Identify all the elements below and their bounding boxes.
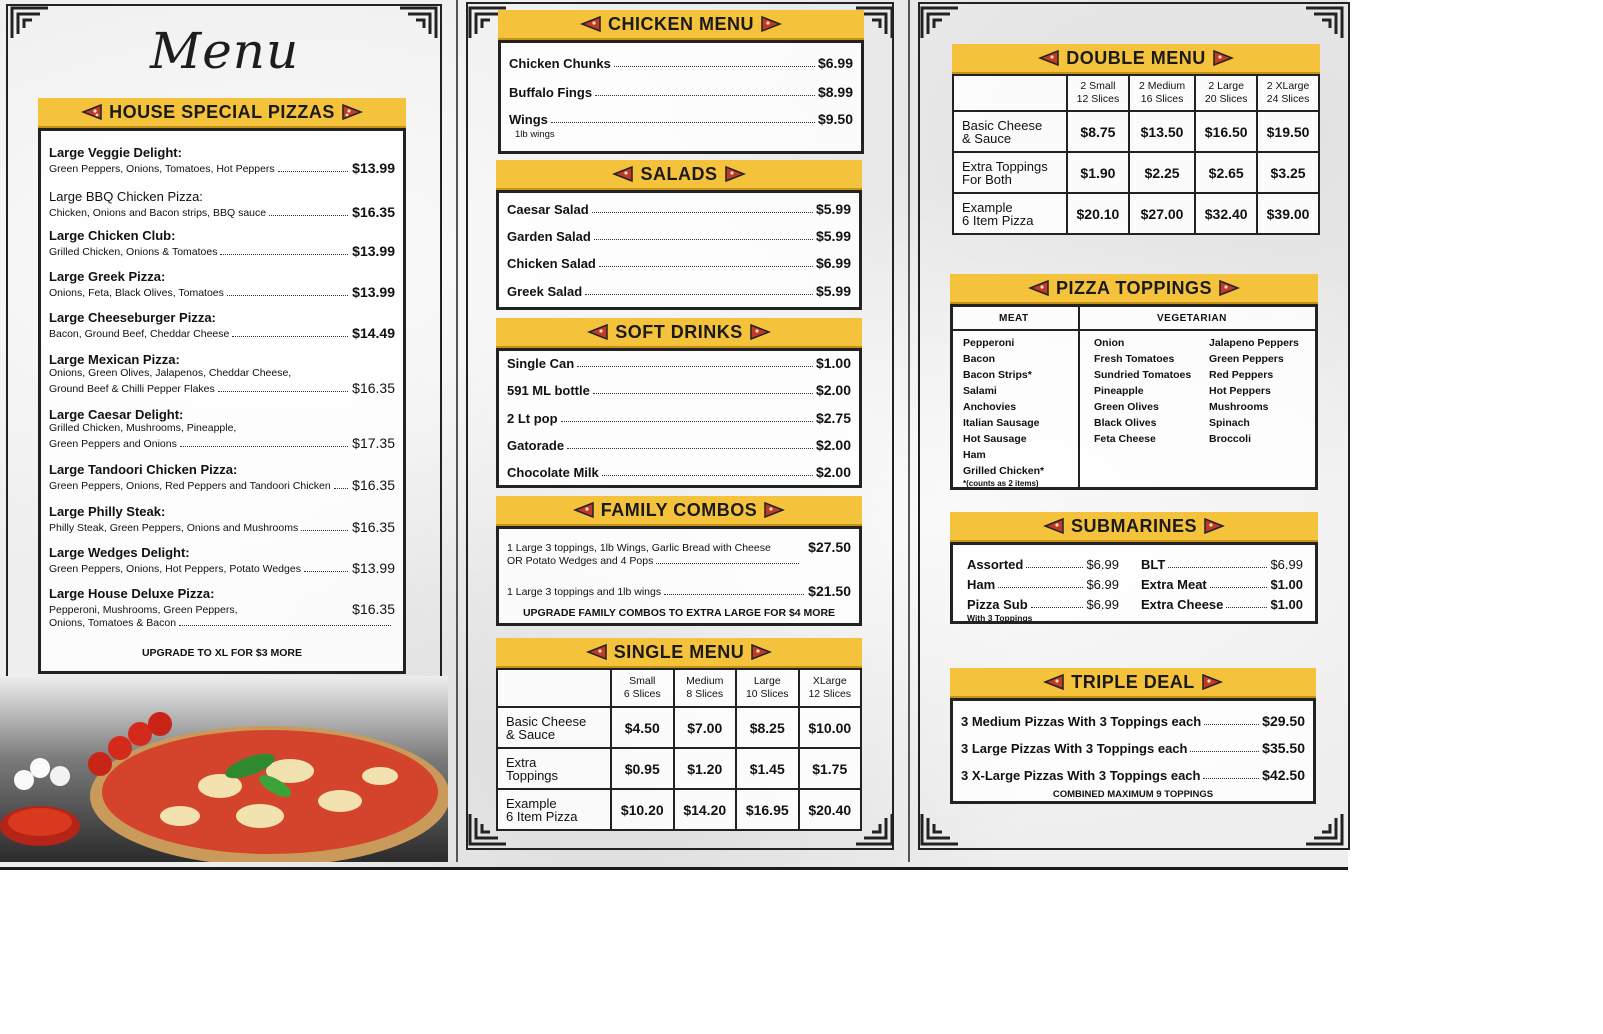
- triple-deal-list: [950, 698, 1316, 804]
- table-row: Basic Cheese & Sauce $4.50 $7.00 $8.25 $10.00: [497, 707, 861, 748]
- submarines-banner: [950, 512, 1318, 542]
- pizza-sub-note: With 3 Toppings: [967, 613, 1033, 623]
- pizza-slice-icon: [724, 165, 746, 183]
- pizza-slice-icon: [341, 103, 363, 121]
- menu-item: Large Cheeseburger Pizza: Bacon, Ground Beef, Cheddar Cheese $14.49: [49, 310, 395, 341]
- pizza-toppings-title: PIZZA TOPPINGS: [1055, 277, 1213, 298]
- menu-item: Gatorade $2.00: [507, 437, 851, 453]
- vegetarian-list-1: Onion Fresh Tomatoes Sundried Tomatoes Pineapple Green Olives Black Olives Feta Cheese: [1094, 337, 1192, 445]
- house-special-title: HOUSE SPECIAL PIZZAS: [109, 101, 335, 122]
- submarines-list: [950, 542, 1318, 624]
- salads-title: SALADS: [640, 163, 718, 184]
- corner-ornament-icon: [10, 4, 52, 40]
- menu-item: Chicken Salad $6.99: [507, 255, 851, 271]
- pizza-slice-icon: [1203, 517, 1225, 535]
- menu-item: 3 Medium Pizzas With 3 Toppings each $29.50: [961, 713, 1305, 729]
- column-header: 2 XLarge 24 Slices: [1257, 75, 1319, 111]
- menu-item: Large Philly Steak: Philly Steak, Green Peppers, Onions and Mushrooms $16.35: [49, 504, 395, 535]
- menu-item: Extra Cheese $1.00: [1141, 597, 1303, 612]
- salads-list: [496, 190, 862, 310]
- panel-middle: [456, 0, 904, 862]
- meat-header: MEAT: [999, 313, 1029, 324]
- double-menu-title: DOUBLE MENU: [1066, 47, 1206, 68]
- soft-drinks-banner: [496, 318, 862, 348]
- pizza-slice-icon: [1038, 49, 1060, 67]
- family-combos-title: FAMILY COMBOS: [600, 499, 758, 520]
- corner-ornament-icon: [1302, 4, 1344, 40]
- pizza-slice-icon: [612, 165, 634, 183]
- pizza-slice-icon: [1028, 279, 1050, 297]
- house-special-banner: [38, 98, 406, 128]
- vegetarian-list-2: Jalapeno Peppers Green Peppers Red Peppers Hot Peppers Mushrooms Spinach Broccoli: [1209, 337, 1299, 445]
- menu-item: Pizza Sub $6.99: [967, 597, 1119, 612]
- pizza-toppings-box: [950, 304, 1318, 490]
- pizza-photo: [0, 676, 448, 862]
- table-row: Extra Toppings $0.95 $1.20 $1.45 $1.75: [497, 748, 861, 789]
- panel-right: [908, 0, 1348, 862]
- menu-item: Large House Deluxe Pizza: Pepperoni, Mushrooms, Green Peppers, $16.35 Onions, Tomatoes & Bacon: [49, 586, 395, 629]
- menu-item: Garden Salad $5.99: [507, 228, 851, 244]
- house-special-list: [38, 128, 406, 674]
- menu-item: Assorted $6.99: [967, 557, 1119, 572]
- column-header: XLarge 12 Slices: [799, 669, 862, 707]
- menu-item: Ham $6.99: [967, 577, 1119, 592]
- menu-item: Caesar Salad $5.99: [507, 201, 851, 217]
- menu-item: 591 ML bottle $2.00: [507, 382, 851, 398]
- pizza-slice-icon: [763, 501, 785, 519]
- column-header: 2 Small 12 Slices: [1067, 75, 1129, 111]
- upgrade-note: UPGRADE TO XL FOR $3 MORE: [141, 647, 303, 659]
- triple-deal-title: TRIPLE DEAL: [1071, 671, 1195, 692]
- pizza-toppings-banner: [950, 274, 1318, 304]
- submarines-title: SUBMARINES: [1070, 515, 1197, 536]
- menu-item: Single Can $1.00: [507, 355, 851, 371]
- menu-item: Buffalo Fings $8.99: [509, 84, 853, 100]
- table-row: Example 6 Item Pizza $10.20 $14.20 $16.95 $20.40: [497, 789, 861, 830]
- pizza-slice-icon: [1212, 49, 1234, 67]
- menu-item: 2 Lt pop $2.75: [507, 410, 851, 426]
- single-menu-table: [496, 668, 862, 831]
- column-header: Medium 8 Slices: [674, 669, 737, 707]
- corner-ornament-icon: [920, 812, 962, 848]
- chicken-menu-list: [498, 40, 864, 154]
- corner-ornament-icon: [396, 4, 438, 40]
- corner-ornament-icon: [920, 4, 962, 40]
- empty-header-cell: [497, 669, 611, 707]
- single-menu-title: SINGLE MENU: [613, 641, 745, 662]
- salads-banner: [496, 160, 862, 190]
- pizza-slice-icon: [1043, 517, 1065, 535]
- vegetarian-header: VEGETARIAN: [1157, 313, 1227, 324]
- corner-ornament-icon: [1302, 812, 1344, 848]
- menu-item: Wings $9.50: [509, 111, 853, 127]
- pizza-slice-icon: [573, 501, 595, 519]
- menu-item: Chicken Chunks $6.99: [509, 55, 853, 71]
- menu-item: 1 Large 3 toppings and 1lb wings $21.50: [507, 583, 851, 599]
- menu-item: Large Mexican Pizza: Onions, Green Olives, Jalapenos, Cheddar Cheese, Ground Beef & Chilli Pepper Flakes $16.35: [49, 352, 395, 396]
- family-combos-banner: [496, 496, 862, 526]
- soft-drinks-list: [496, 348, 862, 488]
- menu-title: Menu: [150, 22, 300, 80]
- table-row: Extra Toppings For Both $1.90 $2.25 $2.65 $3.25: [953, 152, 1319, 193]
- pizza-slice-icon: [760, 15, 782, 33]
- menu-item: Chocolate Milk $2.00: [507, 464, 851, 480]
- panel-left: [0, 0, 448, 862]
- pizza-slice-icon: [81, 103, 103, 121]
- pizza-slice-icon: [750, 643, 772, 661]
- menu-item: Large Veggie Delight: Green Peppers, Onions, Tomatoes, Hot Peppers $13.99: [49, 145, 395, 176]
- menu-item: Large Caesar Delight: Grilled Chicken, Mushrooms, Pineapple, Green Peppers and Onions $17.35: [49, 407, 395, 451]
- chicken-menu-banner: [498, 10, 864, 40]
- menu-item: Extra Meat $1.00: [1141, 577, 1303, 592]
- menu-item: Greek Salad $5.99: [507, 283, 851, 299]
- menu-item: 3 X-Large Pizzas With 3 Toppings each $42.50: [961, 767, 1305, 783]
- menu-item: Large Greek Pizza: Onions, Feta, Black Olives, Tomatoes $13.99: [49, 269, 395, 300]
- pizza-slice-icon: [587, 323, 609, 341]
- single-menu-banner: [496, 638, 862, 668]
- double-menu-banner: [952, 44, 1320, 74]
- pizza-slice-icon: [1043, 673, 1065, 691]
- toppings-note: COMBINED MAXIMUM 9 TOPPINGS: [1052, 789, 1214, 800]
- menu-item: Large Chicken Club: Grilled Chicken, Onions & Tomatoes $13.99: [49, 228, 395, 259]
- menu-item: Large BBQ Chicken Pizza: Chicken, Onions and Bacon strips, BBQ sauce $16.35: [49, 189, 395, 220]
- menu-item: 3 Large Pizzas With 3 Toppings each $35.50: [961, 740, 1305, 756]
- pizza-slice-icon: [586, 643, 608, 661]
- soft-drinks-title: SOFT DRINKS: [615, 321, 743, 342]
- chicken-menu-title: CHICKEN MENU: [607, 13, 754, 34]
- menu-item: BLT $6.99: [1141, 557, 1303, 572]
- column-header: Small 6 Slices: [611, 669, 674, 707]
- menu-item: 1 Large 3 toppings, 1lb Wings, Garlic Bread with Cheese $27.50 OR Potato Wedges and 4 Pops: [507, 539, 851, 567]
- triple-deal-banner: [950, 668, 1316, 698]
- table-row: Example 6 Item Pizza $20.10 $27.00 $32.40 $39.00: [953, 193, 1319, 234]
- meat-list: Pepperoni Bacon Bacon Strips* Salami Anchovies Italian Sausage Hot Sausage Ham Grilled Chicken* *(counts as 2 items): [963, 337, 1045, 488]
- menu-item: Large Tandoori Chicken Pizza: Green Peppers, Onions, Red Peppers and Tandoori Chicken $16.35: [49, 462, 395, 493]
- column-header: 2 Medium 16 Slices: [1129, 75, 1195, 111]
- upgrade-note: UPGRADE FAMILY COMBOS TO EXTRA LARGE FOR $4 MORE: [522, 607, 836, 619]
- wings-sub-note: 1lb wings: [515, 129, 555, 140]
- double-menu-table: [952, 74, 1320, 235]
- pizza-slice-icon: [580, 15, 602, 33]
- pizza-slice-icon: [749, 323, 771, 341]
- menu-item: Large Wedges Delight: Green Peppers, Onions, Hot Peppers, Potato Wedges $13.99: [49, 545, 395, 576]
- table-row: Basic Cheese & Sauce $8.75 $13.50 $16.50 $19.50: [953, 111, 1319, 152]
- pizza-slice-icon: [1218, 279, 1240, 297]
- column-header: 2 Large 20 Slices: [1195, 75, 1257, 111]
- pizza-slice-icon: [1201, 673, 1223, 691]
- column-header: Large 10 Slices: [736, 669, 799, 707]
- family-combos-list: [496, 526, 862, 626]
- empty-header-cell: [953, 75, 1067, 111]
